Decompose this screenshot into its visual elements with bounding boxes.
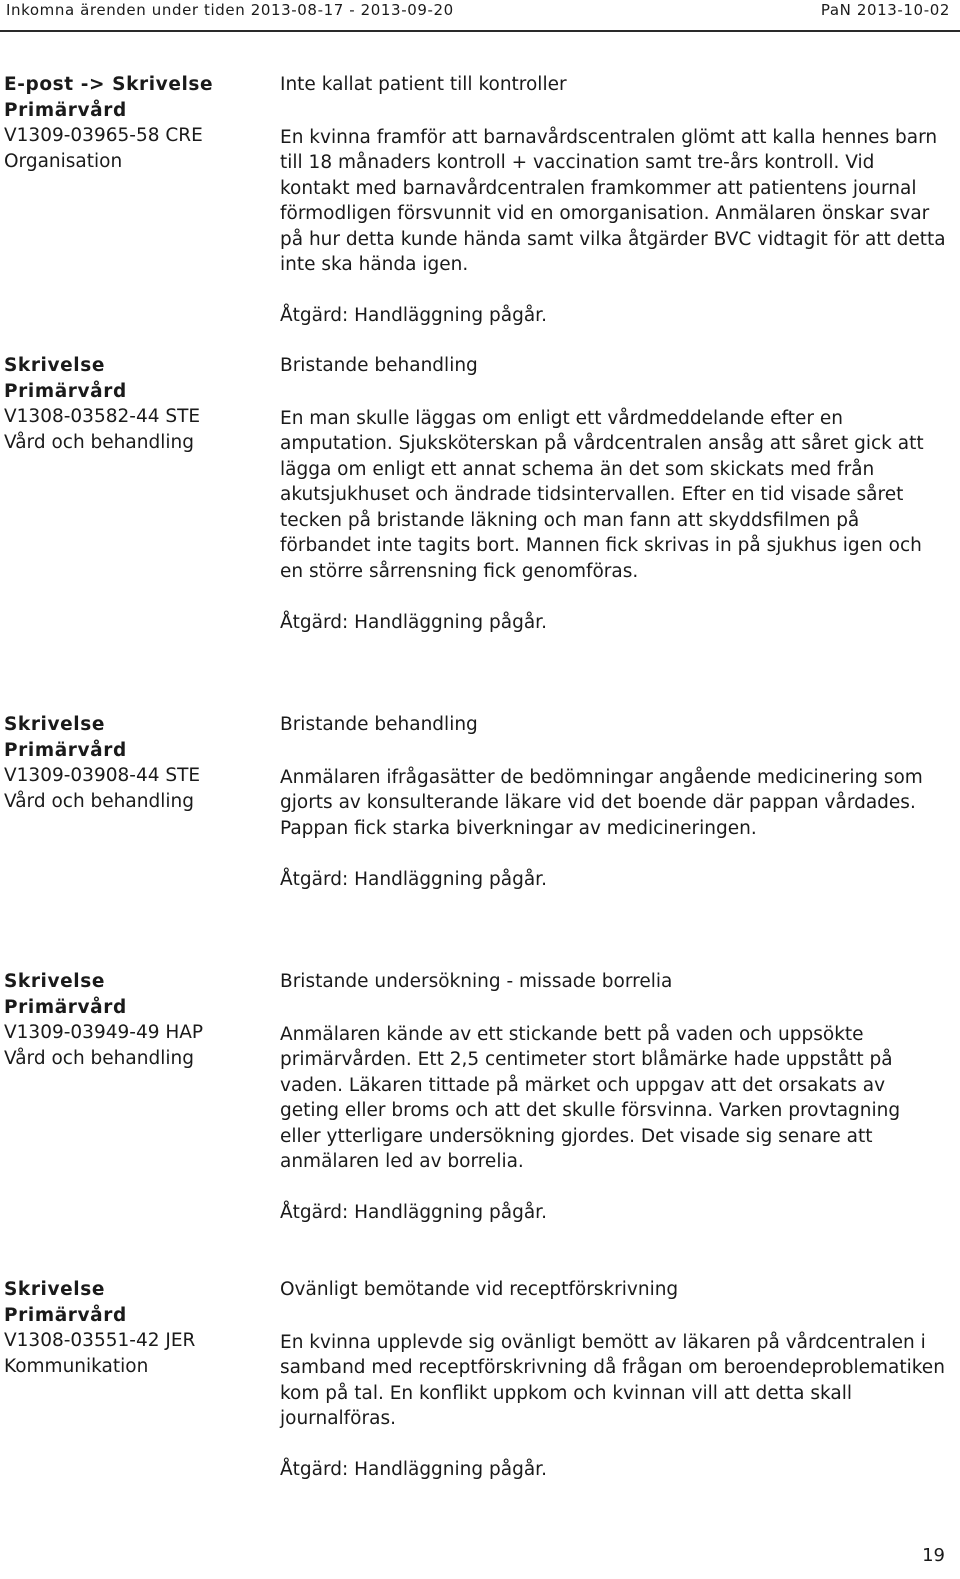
header-title: Inkomna ärenden under tiden 2013-08-17 - 2013-09-20 [6,1,454,19]
case-content [280,353,946,635]
case-heading: Ovänligt bemötande vid receptförskrivning [280,1279,679,1300]
case-content [280,72,946,329]
case-content [280,969,946,1226]
case-type: Skrivelse [4,714,105,735]
case-action: Åtgärd: Handläggning pågår. [280,611,547,633]
case-action: Åtgärd: Handläggning pågår. [280,305,547,326]
case-action: Åtgärd: Handläggning pågår. [280,868,547,890]
case-code: V1308-03551-42 JER [4,1330,196,1351]
case-type: Skrivelse [4,355,105,376]
page-header [0,0,960,32]
case-meta [4,969,264,1071]
page-number: 19 [922,1545,945,1566]
case-code: V1308-03582-44 STE [4,406,201,427]
case-content [280,1277,946,1483]
case-body: En man skulle läggas om enligt ett vårdmeddelande efter en amputation. Sjuksköterskan på vårdcentralen ansåg att såret gick att lägga om enligt ett annat schema än det som skickats med från akutsjukhuset och ändrade tidsintervallen. Efter en tid visade såret tecken på bristande läkning och man fann att skyddsfilmen på förbandet inte tagits bort. Mannen fick skrivas in på sjukhus igen och en större sårrensning fick genomföras. [280,407,924,582]
case-code: V1309-03949-49 HAP [4,1022,204,1043]
case-category: Kommunikation [4,1355,149,1377]
case-category: Organisation [4,150,123,172]
header-date: PaN 2013-10-02 [820,1,950,19]
case-action: Åtgärd: Handläggning pågår. [280,1459,547,1480]
case-type: Skrivelse [4,1279,105,1300]
case-meta [4,72,264,174]
case-heading: Bristande behandling [280,714,478,735]
case-content [280,712,946,892]
case-heading: Bristande undersökning - missade borrelia [280,971,673,992]
case-code: V1309-03908-44 STE [4,765,201,786]
case-area: Primärvård [4,380,127,402]
case-heading: Bristande behandling [280,355,478,376]
case-meta [4,712,264,814]
case-type: E-post -> Skrivelse [4,74,214,95]
case-meta [4,1277,264,1379]
case-category: Vård och behandling [4,1047,194,1069]
case-area: Primärvård [4,1304,127,1326]
case-category: Vård och behandling [4,431,194,453]
case-body: Anmälaren ifrågasätter de bedömningar angående medicinering som gjorts av konsulterande läkare vid det boende där pappan vårdades. Pappan fick starka biverkningar av medicineringen. [280,766,923,839]
case-body: Anmälaren kände av ett stickande bett på vaden och uppsökte primärvården. Ett 2,5 centimeter stort blåmärke hade uppstått på vaden. Läkaren tittade på märket och uppgav att det orsakats av geting eller broms och att det skulle försvinna. Varken provtagning eller ytterligare undersökning gjordes. Det visade sig senare att anmälaren led av borrelia. [280,1023,901,1172]
case-area: Primärvård [4,996,127,1018]
case-heading: Inte kallat patient till kontroller [280,74,567,95]
case-area: Primärvård [4,739,127,761]
case-body: En kvinna upplevde sig ovänligt bemött av läkaren på vårdcentralen i samband med receptförskrivning då frågan om beroendeproblematiken kom på tal. En konflikt uppkom och kvinnan vill att detta skall journalföras. [280,1331,945,1429]
case-body: En kvinna framför att barnavårdscentralen glömt att kalla hennes barn till 18 månaders kontroll + vaccination samt tre-års kontroll. Vid kontakt med barnavårdcentralen framkommer att patientens journal förmodligen försvunnit vid en omorganisation. Anmälaren önskar svar på hur detta kunde hända samt vilka åtgärder BVC vidtagit för att detta inte ska hända igen. [280,126,946,275]
case-category: Vård och behandling [4,790,194,812]
case-code: V1309-03965-58 CRE [4,125,203,146]
case-action: Åtgärd: Handläggning pågår. [280,1202,547,1223]
case-meta [4,353,264,455]
case-type: Skrivelse [4,971,105,992]
case-area: Primärvård [4,99,127,121]
